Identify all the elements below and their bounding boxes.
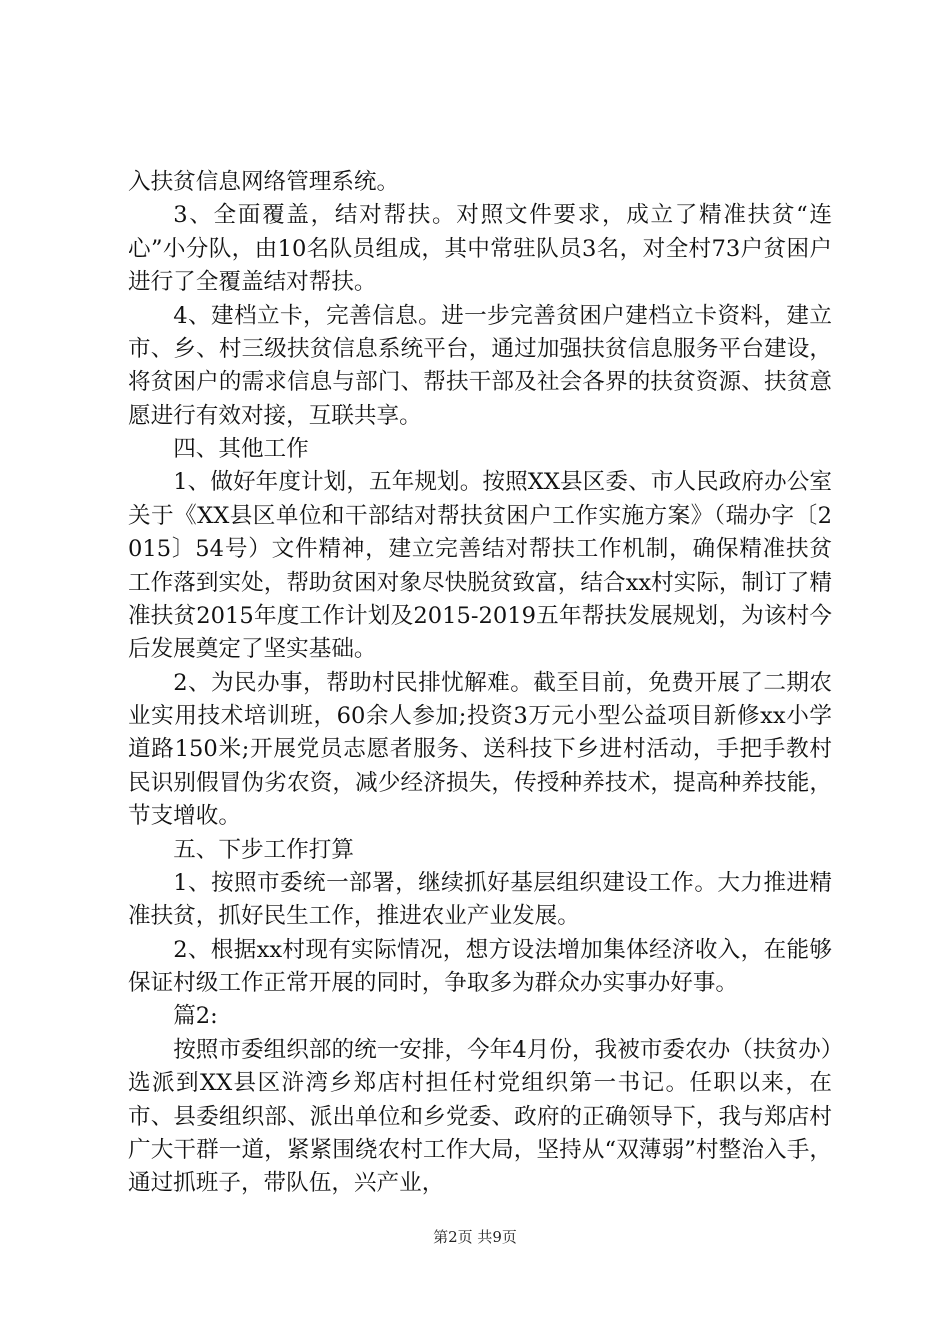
paragraph-2: 3、全面覆盖，结对帮扶。对照文件要求，成立了精准扶贫“连心”小分队，由10名队员组成，其中常驻队员3名，对全村73户贫困户进行了全覆盖结对帮扶。 — [128, 202, 832, 296]
section-heading-5: 五、下步工作打算 — [173, 836, 354, 863]
paragraph-11: 按照市委组织部的统一安排，今年4月份，我被市委农办（扶贫办）选派到XX县区浒湾乡郑店村担任村党组织第一书记。任职以来，在市、县委组织部、派出单位和乡党委、政府的正确领导下，我与郑店村广大干群一道，紧紧围绕农村工作大局，坚持从“双薄弱”村整治入手，通过抓班子，带队伍，兴产业， — [128, 1036, 832, 1197]
paragraph-5: 1、做好年度计划，五年规划。按照XX县区委、市人民政府办公室关于《XX县区单位和干部结对帮扶贫困户工作实施方案》（瑞办字〔2015〕54号）文件精神，建立完善结对帮扶工作机制，确保精准扶贫工作落到实处，帮助贫困对象尽快脱贫致富，结合xx村实际，制订了精准扶贫2015年度工作计划及2015-2019五年帮扶发展规划，为该村今后发展奠定了坚实基础。 — [128, 469, 832, 663]
section-heading-4: 四、其他工作 — [173, 436, 309, 462]
page-number-footer: 第2页 共9页 — [433, 1228, 517, 1246]
document-body — [128, 166, 832, 1201]
chapter-heading: 篇2: — [173, 1003, 218, 1030]
paragraph-8: 1、按照市委统一部署，继续抓好基层组织建设工作。大力推进精准扶贫，抓好民生工作，推进农业产业发展。 — [128, 869, 832, 930]
paragraph-9: 2、根据xx村现有实际情况，想方设法增加集体经济收入，在能够保证村级工作正常开展的同时，争取多为群众办实事办好事。 — [128, 936, 832, 996]
paragraph-1: 入扶贫信息网络管理系统。 — [128, 169, 400, 195]
paragraph-6: 2、为民办事，帮助村民排忧解难。截至目前，免费开展了二期农业实用技术培训班，60余人参加;投资3万元小型公益项目新修xx小学道路150米;开展党员志愿者服务、送科技下乡进村活动，手把手教村民识别假冒伪劣农资，减少经济损失，传授种养技术，提高种养技能，节支增收。 — [128, 669, 832, 830]
paragraph-3: 4、建档立卡，完善信息。进一步完善贫困户建档立卡资料，建立市、乡、村三级扶贫信息系统平台，通过加强扶贫信息服务平台建设，将贫困户的需求信息与部门、帮扶干部及社会各界的扶贫资源、扶贫意愿进行有效对接，互联共享。 — [128, 302, 832, 429]
